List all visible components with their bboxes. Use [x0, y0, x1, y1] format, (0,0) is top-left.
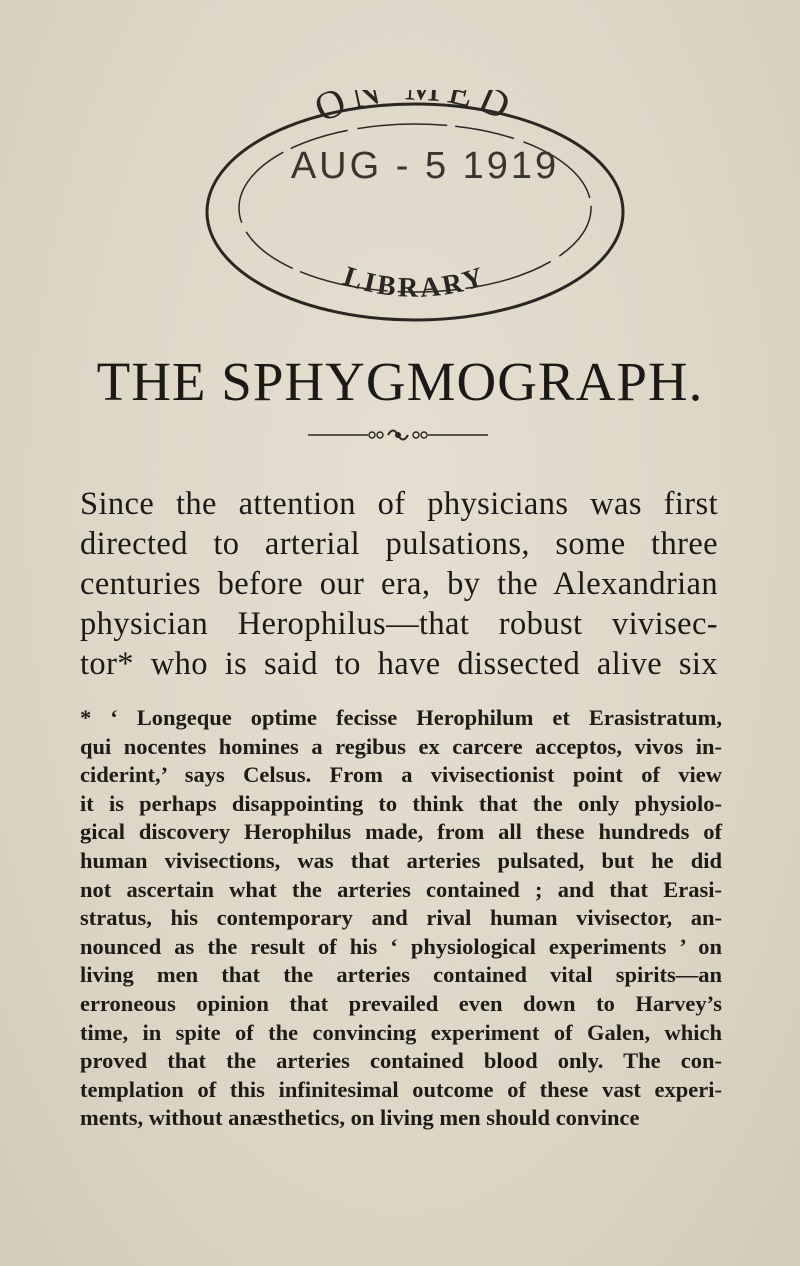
footnote	[80, 704, 722, 1133]
stamp-top-text: ON ED	[307, 90, 523, 131]
footnote-line: ments, without anæsthetics, on living men should convince	[80, 1105, 640, 1131]
footnote-line: erroneous opinion that prevailed even down to Harvey’s	[80, 990, 722, 1016]
stamp-date: AUG - 5 1919	[290, 145, 560, 187]
footnote-line: gical discovery Herophilus made, from all these hundreds of	[80, 819, 722, 845]
footnote-line: nounced as the result of his ‘ physiological experiments ’ on	[80, 933, 722, 959]
footnote-line: time, in spite of the convincing experiment of Galen, which	[80, 1019, 722, 1045]
footnote-line: proved that the arteries contained blood only. The con-	[80, 1048, 722, 1074]
footnote-line: not ascertain what the arteries contained ; and that Erasi-	[80, 876, 722, 902]
stamp-bottom-text: LIBRARY	[339, 260, 491, 304]
footnote-line: templation of this infinitesimal outcome of these vast experi-	[80, 1076, 722, 1102]
library-stamp	[195, 90, 635, 330]
footnote-line: ciderint,’ says Celsus. From a vivisectionist point of view	[80, 762, 722, 788]
footnote-line: qui nocentes homines a regibus ex carcere acceptos, vivos in-	[80, 733, 722, 759]
body-line: tor* who is said to have dissected alive six	[80, 646, 718, 682]
footnote-line: stratus, his contemporary and rival human vivisector, an-	[80, 905, 722, 931]
footnote-line: human vivisections, was that arteries pulsated, but he did	[80, 847, 722, 873]
footnote-line: living men that the arteries contained vital spirits—an	[80, 962, 722, 988]
main-paragraph	[80, 484, 718, 684]
body-line: centuries before our era, by the Alexandrian	[80, 566, 718, 602]
body-line: physician Herophilus—that robust vivisec-	[80, 606, 718, 642]
footnote-line: * ‘ Longeque optime fecisse Herophilum et Erasistratum,	[80, 705, 722, 730]
body-line: Since the attention of physicians was first	[80, 486, 718, 522]
ornament-divider	[308, 420, 488, 450]
svg-text:LIBRARY	[340, 261, 491, 304]
chapter-title: THE SPHYGMOGRAPH.	[96, 351, 704, 412]
body-line: directed to arterial pulsations, some three	[80, 526, 718, 562]
footnote-line: it is perhaps disappointing to think that the only physiolo-	[80, 790, 722, 816]
